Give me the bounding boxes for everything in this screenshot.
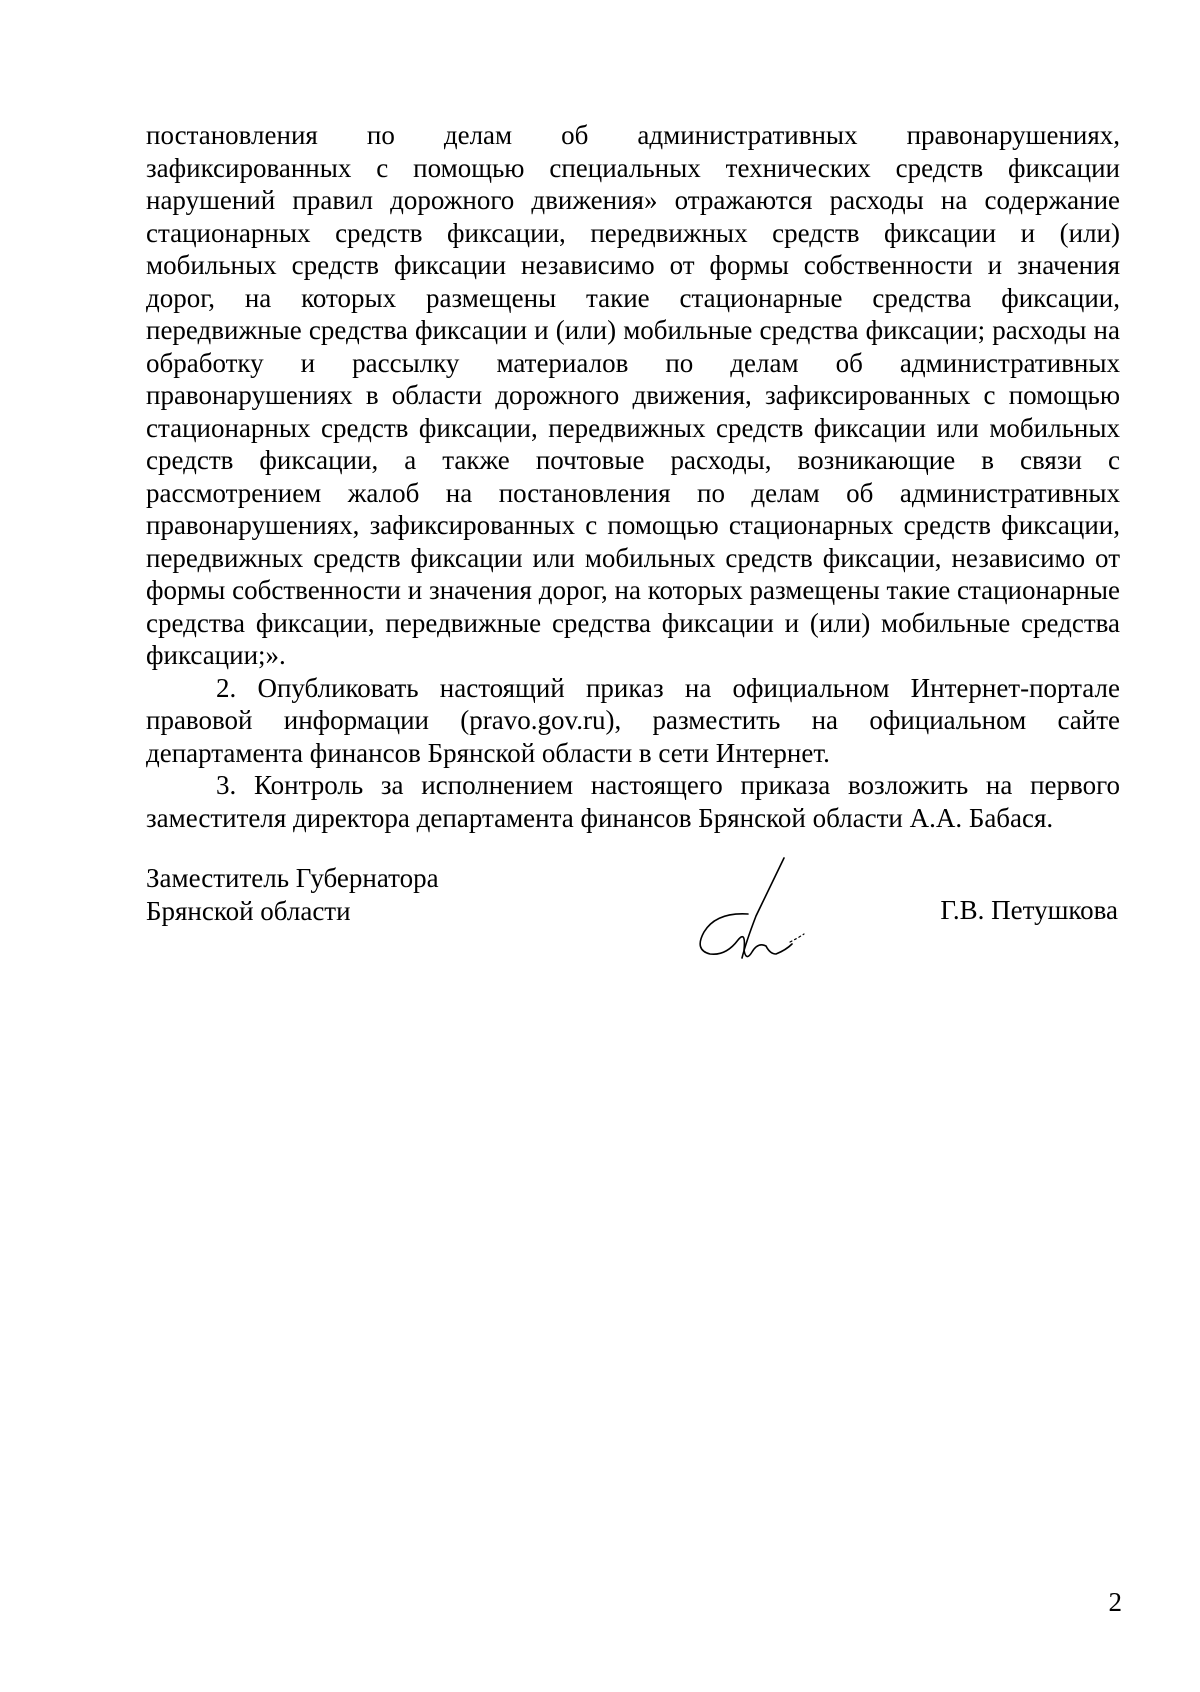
- signature-block: [146, 862, 1120, 1002]
- document-body: [146, 119, 1120, 834]
- signatory-title-line1: Заместитель Губернатора: [146, 863, 439, 893]
- signatory-title-line2: Брянской области: [146, 895, 351, 926]
- page-number: 2: [1108, 1587, 1122, 1617]
- paragraph-item-2: 2. Опубликовать настоящий приказ на официальном Интернет-портале правовой информации (pravo.gov.ru), разместить на официальном сайте департамента финансов Брянской области в сети Интернет.: [146, 672, 1120, 768]
- paragraph-item-3: 3. Контроль за исполнением настоящего приказа возложить на первого заместителя директора департамента финансов Брянской области А.А. Бабася.: [146, 770, 1120, 833]
- signatory-title: [146, 862, 439, 927]
- paragraph-continuation: постановления по делам об административных правонарушениях, зафиксированных с помощью специальных технических средств фиксации нарушений правил дорожного движения» отражаются расходы на содержание стационарных средств фиксации, передвижных средств фиксации и (или) мобильных средств фиксации независимо от формы собственности и значения дорог, на которых размещены такие стационарные средства фиксации, передвижные средства фиксации и (или) мобильные средства фиксации; расходы на обработку и рассылку материалов по делам об административных правонарушениях в области дорожного движения, зафиксированных с помощью стационарных средств фиксации, передвижных средств фиксации или мобильных средств фиксации, а также почтовые расходы, возникающие в связи с рассмотрением жалоб на постановления по делам об административных правонарушениях, зафиксированных с помощью стационарных средств фиксации, передвижных средств фиксации или мобильных средств фиксации, независимо от формы собственности и значения дорог, на которых размещены такие стационарные средства фиксации, передвижные средства фиксации и (или) мобильные средства фиксации;».: [146, 120, 1120, 670]
- signatory-name: Г.В. Петушкова: [940, 895, 1118, 925]
- handwritten-signature: [686, 854, 836, 974]
